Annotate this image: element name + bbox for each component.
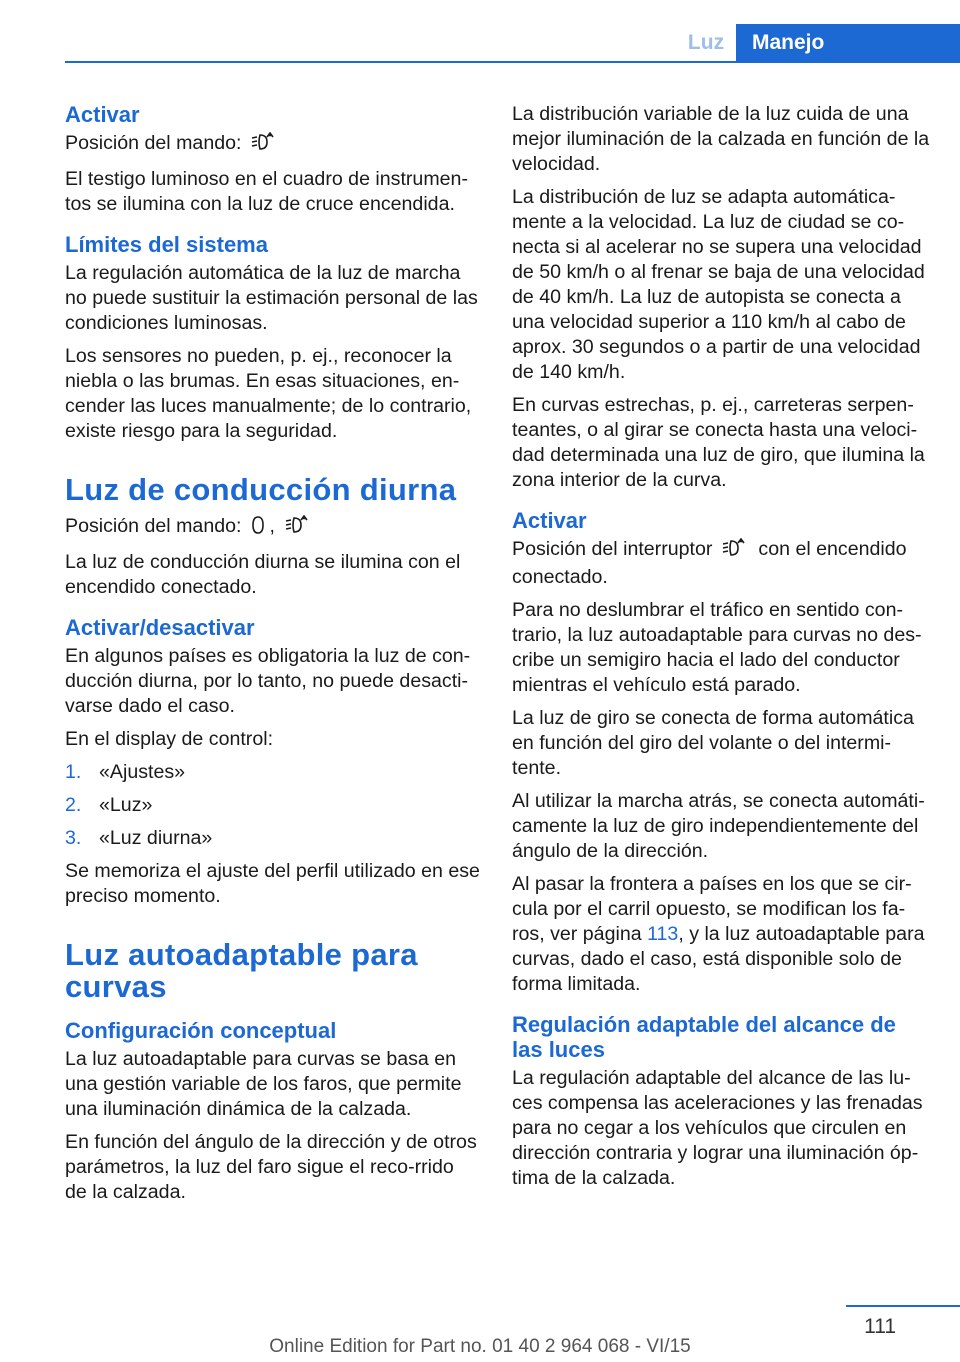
activar-position <box>65 131 480 159</box>
step-number: 3. <box>65 827 82 849</box>
parking-light-icon <box>251 515 265 542</box>
limites-paragraph-2: Los sensores no pueden, p. ej., reconocer la niebla o las brumas. En esas situaciones, en-cender las luces manualmente; de lo contrario, existe riesgo para la seguridad. <box>65 345 472 442</box>
diurna-separator: , <box>269 515 275 537</box>
luz-giro-paragraph: La luz de giro se conecta de forma automática en función del giro del volante o del intermi-tente. <box>512 707 914 779</box>
list-item <box>65 760 480 785</box>
step-text: «Luz diurna» <box>99 827 213 849</box>
configuracion-paragraph-1: La luz autoadaptable para curvas se basa en una gestión variable de los faros, que permite una iluminación dinámica de la calzada. <box>65 1048 462 1120</box>
activar-curvas-pre: Posición del interruptor <box>512 538 713 560</box>
step-text: «Luz» <box>99 794 153 816</box>
auto-headlight-icon <box>251 132 277 159</box>
diurna-position <box>65 514 480 542</box>
distribucion-paragraph-1: La distribución variable de la luz cuida de una mejor iluminación de la calzada en función de la velocidad. <box>512 103 930 175</box>
marcha-atras-paragraph: Al utilizar la marcha atrás, se conecta automáti-camente la luz de giro independientemente del ángulo de la dirección. <box>512 790 925 862</box>
activar-curvas-post: con el encendido conectado. <box>512 538 907 588</box>
activar-desactivar-paragraph-2: En el display de control: <box>65 728 274 750</box>
edition-note: Online Edition for Part no. 01 40 2 964 068 - VI/15 <box>269 1336 691 1357</box>
activar-curvas-position <box>512 537 932 590</box>
page-number: 111 <box>864 1315 896 1338</box>
header-rule <box>65 61 960 63</box>
diurna-text: La luz de conducción diurna se ilumina con el encendido conectado. <box>65 551 461 598</box>
step-number: 1. <box>65 761 82 783</box>
diurna-heading: Luz de conducción diurna <box>65 472 457 507</box>
regulacion-paragraph: La regulación adaptable del alcance de las lu-ces compensa las aceleraciones y las frenadas para no cegar a los vehículos que circulen en dirección contraria y lograr una iluminación óp-tima de la calzada. <box>512 1067 923 1189</box>
regulacion-heading: Regulación adaptable del alcance de las luces <box>512 1012 896 1062</box>
auto-headlight-icon <box>285 515 311 542</box>
left-column <box>65 102 480 1213</box>
configuracion-heading: Configuración conceptual <box>65 1018 337 1043</box>
step-text: «Ajustes» <box>99 761 186 783</box>
activar-position-label: Posición del mando: <box>65 132 242 154</box>
distribucion-paragraph-2: La distribución de luz se adapta automática-mente a la velocidad. La luz de ciudad se co-necta si al acelerar no se supera una velocidad de 50 km/h o al frenar se baja de una velocidad de 40 km/h. La luz de autopista se conecta a una velocidad superior a 110 km/h al cabo de aprox. 30 segundos o a partir de una velocidad de 140 km/h. <box>512 186 925 383</box>
activar-desactivar-paragraph-3: Se memoriza el ajuste del perfil utilizado en ese preciso momento. <box>65 860 480 907</box>
auto-headlight-icon <box>722 538 748 565</box>
deslumbrar-paragraph: Para no deslumbrar el tráfico en sentido con-trario, la luz autoadaptable para curvas no des-cribe un semigiro hacia el lado del conductor mientras el vehículo está parado. <box>512 599 922 696</box>
header-chapter-tab: Manejo <box>736 24 960 62</box>
header-section-tab: Luz <box>687 31 725 54</box>
settings-steps-list <box>65 760 480 851</box>
list-item <box>65 826 480 851</box>
right-column <box>512 102 932 1199</box>
limites-heading: Límites del sistema <box>65 232 268 257</box>
configuracion-paragraph-2: En función del ángulo de la dirección y de otros parámetros, la luz del faro sigue el reco-rrido de la calzada. <box>65 1131 477 1203</box>
curvas-heading: Luz autoadaptable para curvas <box>65 937 418 1004</box>
activar-desactivar-heading: Activar/desactivar <box>65 615 255 640</box>
activar-desactivar-paragraph-1: En algunos países es obligatoria la luz de con-ducción diurna, por lo tanto, no puede desacti-varse dado el caso. <box>65 645 471 717</box>
list-item <box>65 793 480 818</box>
frontera-paragraph <box>512 872 932 997</box>
footer-rule <box>846 1305 960 1307</box>
activar-curvas-heading: Activar <box>512 508 587 533</box>
frontera-pre: Al pasar la frontera a países en los que se cir-cula por el carril opuesto, se modifican los fa-ros, ver página <box>512 873 912 945</box>
limites-paragraph-1: La regulación automática de la luz de marcha no puede sustituir la estimación personal de las condiciones luminosas. <box>65 262 478 334</box>
activar-heading: Activar <box>65 102 140 127</box>
diurna-position-label: Posición del mando: <box>65 515 242 537</box>
step-number: 2. <box>65 794 82 816</box>
activar-text: El testigo luminoso en el cuadro de instrumen-tos se ilumina con la luz de cruce encendida. <box>65 168 468 215</box>
page-link[interactable]: 113 <box>647 923 679 945</box>
curvas-estrechas-paragraph: En curvas estrechas, p. ej., carreteras serpen-teantes, o al girar se conecta hasta una veloci-dad determinada una luz de giro, que ilumina la zona interior de la curva. <box>512 394 925 491</box>
frontera-post: , y la luz autoadaptable para curvas, dado el caso, está disponible solo de forma limitada. <box>512 923 925 995</box>
